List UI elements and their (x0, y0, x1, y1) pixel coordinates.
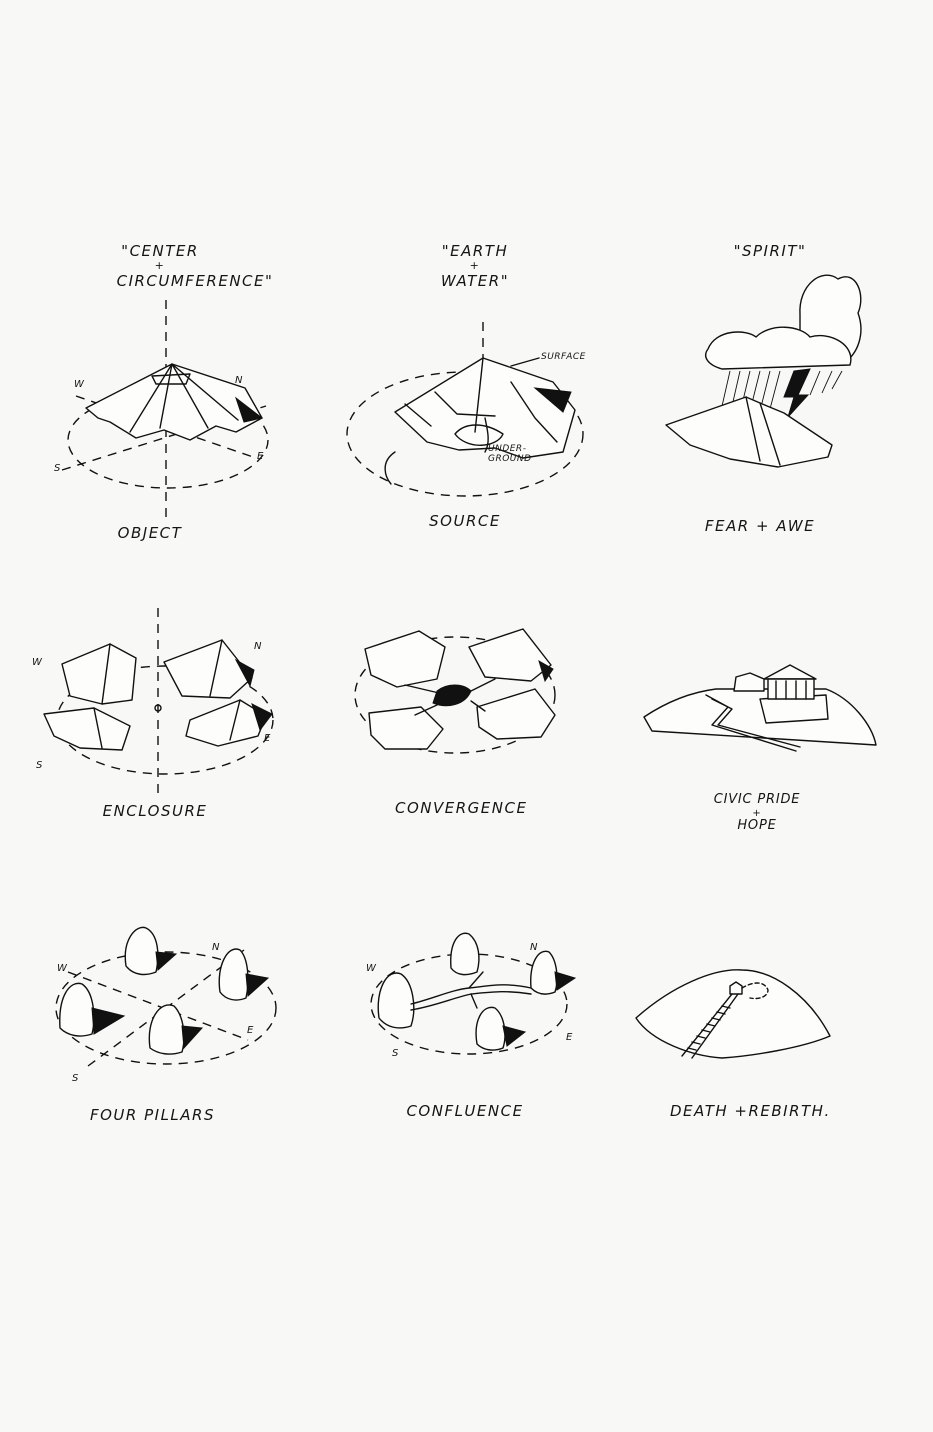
sketch-object (40, 300, 290, 525)
caption-source: SOURCE (429, 512, 501, 530)
sketch-civic-pride (640, 655, 880, 755)
header-line-1: "EARTH (441, 242, 509, 260)
compass-e-label-3: E (247, 1025, 255, 1036)
sketch-source (335, 322, 590, 497)
compass-n-label-4: N (530, 942, 539, 953)
caption-convergence: CONVERGENCE (395, 799, 528, 817)
caption-civic-line-1: CIVIC PRIDE (713, 792, 801, 807)
annotation-surface: SURFACE (541, 352, 586, 362)
header-spirit: "SPIRIT" (733, 242, 807, 260)
compass-w-label-4: W (366, 963, 377, 974)
sketch-four-pillars (48, 920, 278, 1070)
compass-w-label-3: W (57, 963, 68, 974)
compass-s-label-3: S (72, 1073, 80, 1084)
header-line-2: + (469, 259, 481, 273)
caption-fear-awe: FEAR + AWE (704, 517, 816, 535)
sketch-confluence (365, 928, 580, 1058)
caption-civic-line-2: + (752, 807, 762, 819)
caption-death-rebirth: DEATH +REBIRTH. (670, 1102, 831, 1120)
caption-four-pillars: FOUR PILLARS (90, 1106, 215, 1124)
annotation-underground (488, 444, 532, 465)
compass-s-label-2: S (36, 760, 44, 771)
header-earth-water (420, 243, 530, 290)
compass-s-label-4: S (392, 1048, 400, 1059)
annotation-underground-line-1: UNDER- (488, 444, 527, 454)
annotation-underground-line-2: GROUND (488, 454, 532, 465)
compass-e-label: E (257, 451, 265, 462)
header-line-3: WATER" (440, 271, 510, 290)
compass-n-label: N (235, 375, 244, 386)
caption-civic-pride (712, 793, 802, 834)
caption-confluence: CONFLUENCE (406, 1102, 524, 1120)
sketch-convergence (345, 625, 565, 755)
header-center-circumference (95, 243, 295, 290)
sketch-death-rebirth (632, 960, 837, 1065)
caption-object: OBJECT (117, 524, 183, 542)
sketch-fear-awe (660, 265, 880, 480)
compass-n-label-2: N (254, 641, 263, 652)
compass-e-label-4: E (566, 1032, 574, 1043)
header-line-1: "CENTER (121, 242, 199, 260)
caption-enclosure: ENCLOSURE (102, 802, 208, 820)
compass-w-label: W (74, 379, 85, 390)
caption-civic-line-3: HOPE (737, 818, 777, 834)
compass-n-label-3: N (212, 942, 221, 953)
header-line-3: CIRCUMFERENCE" (116, 271, 274, 290)
compass-e-label-2: E (264, 733, 272, 744)
compass-w-label-2: W (32, 657, 43, 668)
compass-s-label: S (54, 463, 62, 474)
header-line-2: + (154, 259, 166, 273)
sketch-enclosure (40, 608, 290, 796)
